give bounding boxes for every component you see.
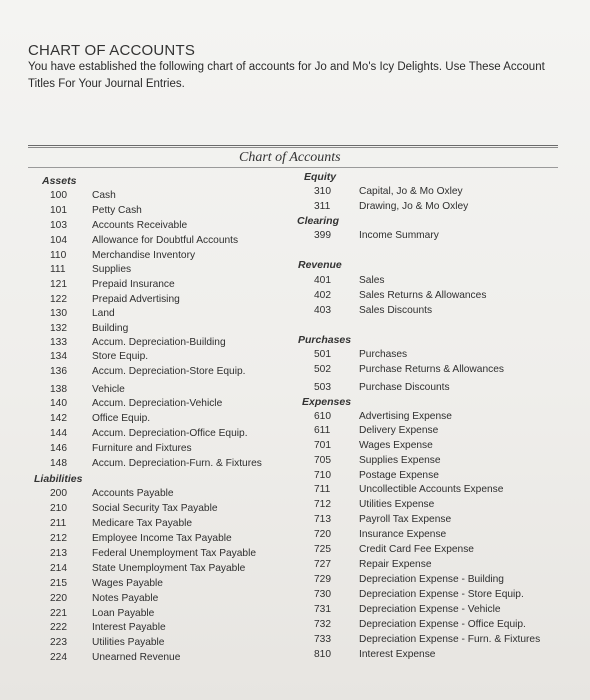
assets-account-title: Accum. Depreciation-Vehicle [92, 398, 223, 409]
expenses-account-number: 610 [314, 411, 331, 422]
assets-account-title: Prepaid Advertising [92, 294, 180, 305]
chart-title: Chart of Accounts [239, 150, 341, 165]
expenses-account-title: Depreciation Expense - Vehicle [359, 604, 501, 615]
liabilities-account-title: Medicare Tax Payable [92, 518, 193, 529]
assets-account-number: 144 [50, 428, 67, 439]
purchases-account-number: 503 [314, 382, 331, 393]
equity-account-title: Capital, Jo & Mo Oxley [359, 186, 463, 197]
expenses-account-title: Payroll Tax Expense [359, 514, 452, 525]
liabilities-account-title: Accounts Payable [92, 488, 174, 499]
expenses-account-title: Wages Expense [359, 440, 433, 451]
intro-text: You have established the following chart of accounts for Jo and Mo's Icy Delights. Use These Account Titles For Your Journal Entries. [28, 61, 545, 90]
purchases-account-title: Purchase Returns & Allowances [359, 364, 504, 375]
liabilities-account-title: Notes Payable [92, 593, 159, 604]
revenue-account-title: Sales [359, 275, 385, 286]
revenue-account-number: 401 [314, 275, 331, 286]
revenue-account-title: Sales Discounts [359, 305, 433, 316]
liabilities-account-number: 220 [50, 593, 67, 604]
section-equity: Equity [304, 171, 337, 183]
assets-account-title: Accum. Depreciation-Office Equip. [92, 428, 248, 439]
section-purchases: Purchases [298, 334, 352, 346]
expenses-account-title: Depreciation Expense - Office Equip. [359, 619, 526, 630]
expenses-account-number: 730 [314, 589, 331, 600]
equity-account-title: Drawing, Jo & Mo Oxley [359, 201, 469, 212]
liabilities-account-number: 224 [50, 652, 67, 663]
assets-account-title: Building [92, 323, 129, 334]
expenses-account-number: 725 [314, 544, 331, 555]
assets-account-number: 140 [50, 398, 67, 409]
assets-account-number: 110 [50, 250, 67, 261]
assets-account-number: 133 [50, 337, 67, 348]
assets-account-title: Land [92, 308, 115, 319]
purchases-account-number: 501 [314, 349, 331, 360]
revenue-account-number: 402 [314, 290, 331, 301]
assets-account-number: 103 [50, 220, 67, 231]
assets-account-title: Furniture and Fixtures [92, 443, 192, 454]
section-liabilities: Liabilities [34, 473, 83, 485]
assets-account-number: 130 [50, 308, 67, 319]
assets-account-title: Vehicle [92, 384, 125, 395]
assets-account-title: Store Equip. [92, 351, 149, 362]
assets-account-number: 138 [50, 384, 67, 395]
page-heading: CHART OF ACCOUNTS [28, 42, 196, 59]
expenses-account-number: 729 [314, 574, 331, 585]
liabilities-account-title: State Unemployment Tax Payable [92, 563, 246, 574]
purchases-account-title: Purchases [359, 349, 408, 360]
assets-account-title: Prepaid Insurance [92, 279, 175, 290]
clearing-account-number: 399 [314, 230, 331, 241]
assets-account-title: Accum. Depreciation-Furn. & Fixtures [92, 458, 262, 469]
purchases-account-title: Purchase Discounts [359, 382, 450, 393]
assets-account-title: Cash [92, 190, 116, 201]
expenses-account-number: 711 [314, 484, 331, 495]
expenses-account-number: 810 [314, 649, 331, 660]
top-rule-double [28, 147, 558, 148]
expenses-account-number: 712 [314, 499, 331, 510]
expenses-account-number: 727 [314, 559, 331, 570]
assets-account-number: 122 [50, 294, 67, 305]
equity-account-number: 310 [314, 186, 331, 197]
assets-account-number: 136 [50, 366, 67, 377]
liabilities-account-number: 223 [50, 637, 67, 648]
liabilities-account-number: 221 [50, 608, 67, 619]
liabilities-account-title: Utilities Payable [92, 637, 165, 648]
section-assets: Assets [42, 175, 77, 187]
expenses-account-number: 701 [314, 440, 331, 451]
liabilities-account-title: Federal Unemployment Tax Payable [92, 548, 257, 559]
expenses-account-title: Advertising Expense [359, 411, 452, 422]
section-expenses: Expenses [302, 396, 352, 408]
assets-account-title: Supplies [92, 264, 132, 275]
expenses-account-title: Uncollectible Accounts Expense [359, 484, 504, 495]
assets-account-number: 100 [50, 190, 67, 201]
revenue-account-number: 403 [314, 305, 331, 316]
assets-account-title: Accum. Depreciation-Building [92, 337, 226, 348]
expenses-account-number: 705 [314, 455, 331, 466]
expenses-account-number: 732 [314, 619, 331, 630]
expenses-account-title: Utilities Expense [359, 499, 435, 510]
assets-account-number: 101 [50, 205, 67, 216]
assets-account-number: 134 [50, 351, 67, 362]
assets-account-number: 142 [50, 413, 67, 424]
expenses-account-title: Credit Card Fee Expense [359, 544, 474, 555]
liabilities-account-title: Social Security Tax Payable [92, 503, 218, 514]
expenses-account-title: Depreciation Expense - Store Equip. [359, 589, 524, 600]
expenses-account-number: 611 [314, 425, 331, 436]
liabilities-account-number: 222 [50, 622, 67, 633]
assets-account-number: 146 [50, 443, 67, 454]
expenses-account-number: 713 [314, 514, 331, 525]
assets-account-title: Accounts Receivable [92, 220, 188, 231]
section-clearing: Clearing [297, 215, 340, 227]
title-rule [28, 167, 558, 168]
liabilities-account-title: Loan Payable [92, 608, 155, 619]
liabilities-account-number: 200 [50, 488, 67, 499]
expenses-account-title: Interest Expense [359, 649, 436, 660]
expenses-account-title: Repair Expense [359, 559, 432, 570]
expenses-account-title: Depreciation Expense - Furn. & Fixtures [359, 634, 541, 645]
liabilities-account-number: 215 [50, 578, 67, 589]
liabilities-account-number: 210 [50, 503, 67, 514]
expenses-account-title: Insurance Expense [359, 529, 447, 540]
assets-account-number: 121 [50, 279, 67, 290]
clearing-account-title: Income Summary [359, 230, 439, 241]
assets-account-number: 104 [50, 235, 67, 246]
liabilities-account-title: Interest Payable [92, 622, 166, 633]
expenses-account-number: 710 [314, 470, 331, 481]
revenue-account-title: Sales Returns & Allowances [359, 290, 487, 301]
liabilities-account-number: 212 [50, 533, 67, 544]
liabilities-account-title: Wages Payable [92, 578, 163, 589]
assets-account-title: Accum. Depreciation-Store Equip. [92, 366, 246, 377]
top-rule [28, 145, 558, 146]
assets-account-title: Allowance for Doubtful Accounts [92, 235, 239, 246]
liabilities-account-number: 213 [50, 548, 67, 559]
expenses-account-title: Postage Expense [359, 470, 439, 481]
expenses-account-number: 731 [314, 604, 331, 615]
liabilities-account-number: 214 [50, 563, 67, 574]
expenses-account-number: 733 [314, 634, 331, 645]
equity-account-number: 311 [314, 201, 331, 212]
expenses-account-title: Delivery Expense [359, 425, 439, 436]
assets-account-title: Office Equip. [92, 413, 151, 424]
purchases-account-number: 502 [314, 364, 331, 375]
liabilities-account-title: Unearned Revenue [92, 652, 181, 663]
assets-account-number: 148 [50, 458, 67, 469]
assets-account-number: 111 [50, 264, 66, 275]
liabilities-account-number: 211 [50, 518, 67, 529]
expenses-account-number: 720 [314, 529, 331, 540]
assets-account-number: 132 [50, 323, 67, 334]
assets-account-title: Merchandise Inventory [92, 250, 196, 261]
expenses-account-title: Depreciation Expense - Building [359, 574, 504, 585]
assets-account-title: Petty Cash [92, 205, 142, 216]
section-revenue: Revenue [298, 259, 342, 271]
expenses-account-title: Supplies Expense [359, 455, 441, 466]
liabilities-account-title: Employee Income Tax Payable [92, 533, 232, 544]
